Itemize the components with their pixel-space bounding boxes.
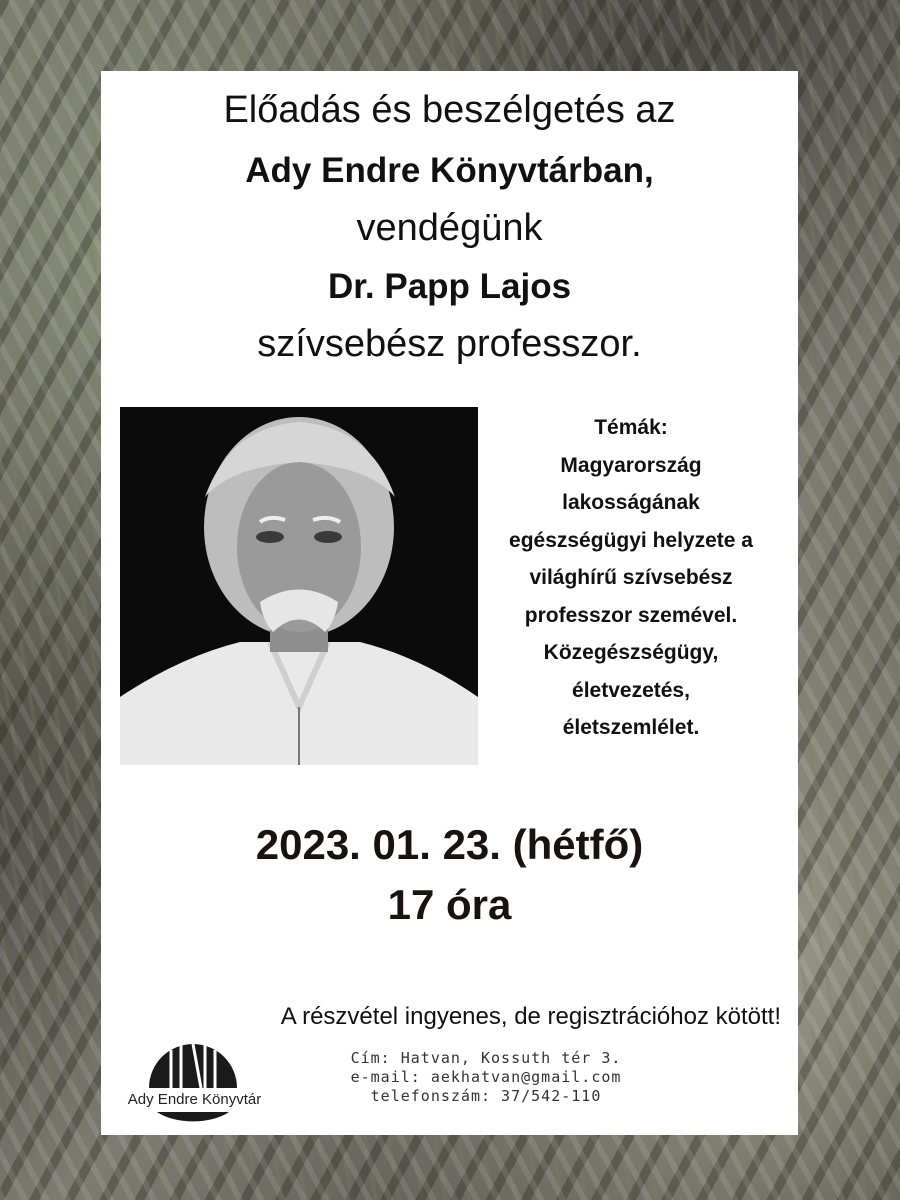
contact-email: e-mail: aekhatvan@gmail.com [350, 1068, 622, 1086]
topics-line: lakosságának [562, 491, 700, 514]
topics-line: professzor szemével. [524, 603, 738, 627]
topics-line: Közegészségügy, [543, 641, 719, 664]
topics-line: életvezetés, [572, 678, 690, 702]
topics-line: egészségügyi helyzete a [509, 528, 753, 552]
library-logo-label: Ady Endre Könyvtár [127, 1091, 262, 1108]
topics-line: Magyarország [560, 453, 702, 477]
header-line-intro: Előadás és beszélgetés az [223, 89, 676, 131]
header-guest-name: Dr. Papp Lajos [327, 267, 572, 306]
library-logo-icon [101, 1036, 281, 1131]
speaker-portrait-photo [120, 407, 478, 765]
contact-address: Cím: Hatvan, Kossuth tér 3. [350, 1049, 622, 1067]
event-time: 17 óra [387, 881, 512, 928]
portrait-illustration [120, 407, 478, 765]
topics-line: életszemlélet. [562, 716, 700, 739]
topics-line: világhírű szívsebész [529, 566, 733, 589]
header-guest-title: szívsebész professzor. [257, 323, 642, 365]
registration-notice: A részvétel ingyenes, de regisztrációhoz kötött! [280, 1003, 781, 1030]
topics-heading: Témák: [594, 416, 668, 439]
poster-panel [101, 71, 798, 1135]
topics-block [481, 409, 781, 747]
header-library-name: Ady Endre Könyvtárban, [245, 151, 654, 190]
header-line-guest: vendégünk [356, 207, 543, 249]
contact-phone: telefonszám: 37/542-110 [370, 1087, 602, 1105]
event-date: 2023. 01. 23. (hétfő) [255, 821, 644, 868]
contact-info [296, 1049, 676, 1106]
library-logo [101, 1036, 281, 1131]
